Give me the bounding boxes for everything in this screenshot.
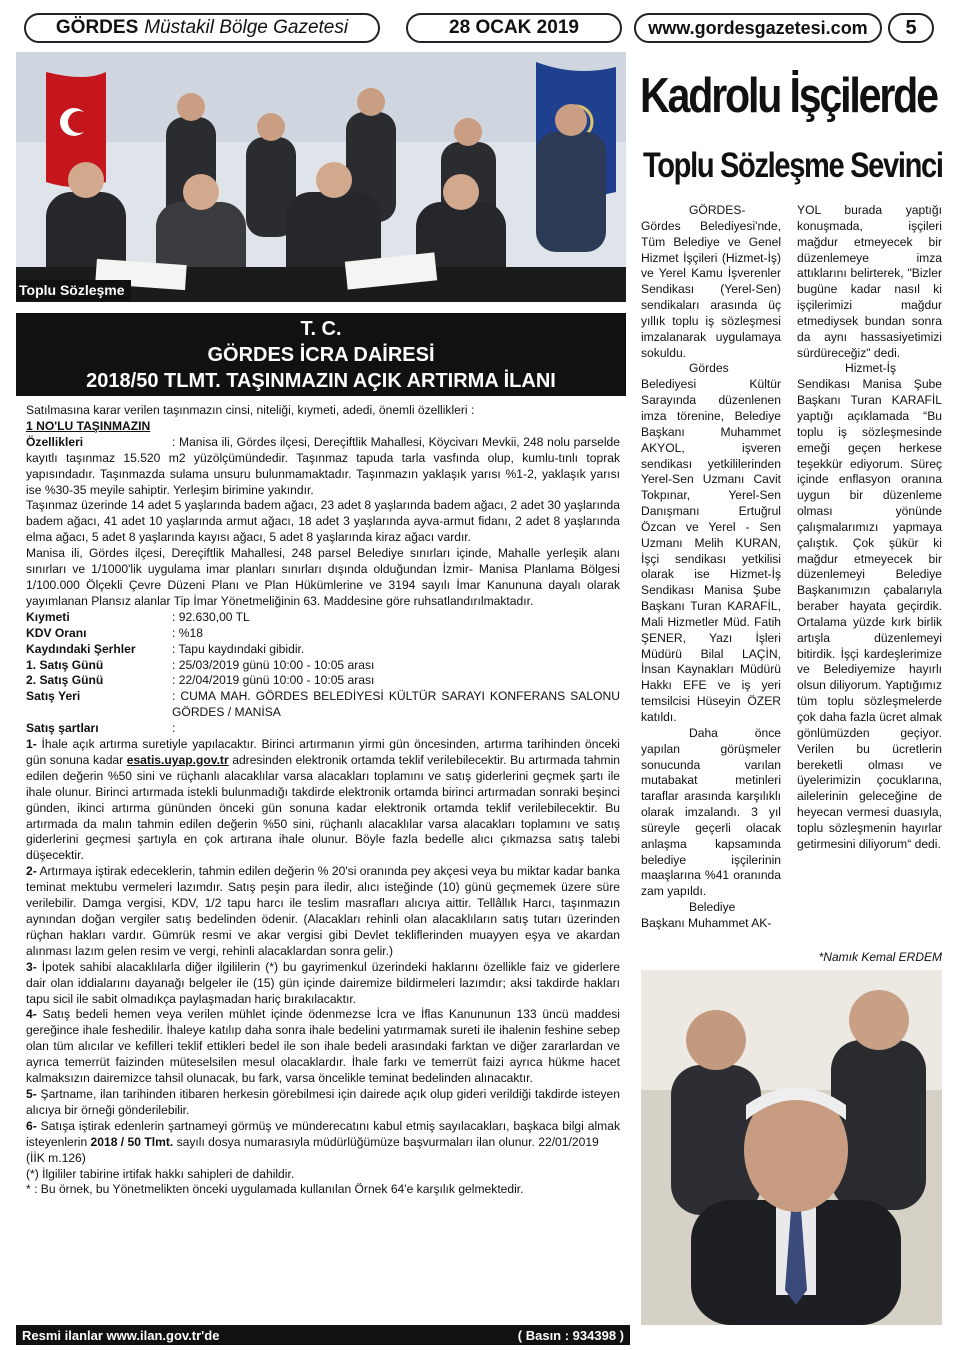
article-column-2 (797, 203, 942, 853)
esatis-link[interactable]: esatis.uyap.gov.tr (126, 752, 229, 767)
condition-3: 3- İpotek sahibi alacaklılarla diğer ilgililerin (*) bu gayrimenkul üzerindeki haklarını özellikle faiz ve giderlere dair olan iddialarını dayanağı belgeler ile (15) gün içinde dairemize bildirmeleri lazımdır; aksi takdirde hakları tapu sicil ile sabit olmadıkça paylaşmadan hariç bırakılacaktır. (26, 959, 620, 1006)
mayor-portrait-photo (641, 970, 942, 1325)
photo-caption: Toplu Sözleşme (16, 280, 131, 301)
notice-title-line-2: GÖRDES İCRA DAİRESİ (207, 344, 435, 366)
condition-5: 5- Şartname, ilan tarihinden itibaren herkesin görebilmesi için dairede açık olup gideri verildiği takdirde isteyen alıcıya bir örneği gönderilebilir. (26, 1086, 620, 1117)
article-paragraph: Daha önce yapılan görüşmeler sonucunda varılan mutabakat metinleri taraflar arasında karşılıklı olarak imzalandı. 3 yıl süreyle geçerli olacak anlaşma kapsamında belediye işçilerinin maaşlarına %41 oranında zam yapıldı. (641, 725, 781, 899)
newspaper-name: GÖRDES Müstakil Bölge Gazetesi (24, 13, 380, 43)
auction-notice-body (26, 403, 620, 1198)
condition-4: 4- Satış bedeli hemen veya verilen mühlet içinde ödenmezse İcra ve İflas Kanununun 133 üncü maddesi gereğince ihale feshedilir. İhaleye katılıp daha sonra ihale bedelini yatırmamak sureti ile ihalenin feshine sebep olan tüm alıcılar ve kefilleri teklif ettikleri bedel ile son ihale bedeli arasındaki farktan ve diğer zararlardan ve ayrıca temerrüt faizinden müteselsilen mesul olacaklardır. İhale farkı ve temerrüt faizi ayrıca hükme hacet kalmaksızın dairemizce tahsil olunacak, bu fark, varsa öncelikle teminat bedelinden alınacaktır. (26, 1007, 620, 1086)
law-reference: (İİK m.126) (26, 1150, 86, 1165)
page-number: 5 (888, 13, 934, 43)
notice-intro: Satılmasına karar verilen taşınmazın cinsi, niteliği, kıymeti, adedi, önemli özellikleri : (26, 403, 475, 417)
property-features: Özellikleri : Manisa ili, Gördes ilçesi, Dereçiftlik Mahallesi, Köycivarı Mevkii, 248 nolu parselde kayıtlı taşınmaz 15.520 m2 yüzölçümündedir. Taşınmaz tapuda tarla vasfında olup, kumlu-tınlı toprak yapısındadır. Taşınmazda sulama unsuru bulunmamaktadır. Taşınmazın yaklaşık yarısı %1-2, yaklaşık yarısı ise %30-35 meyile sahiptir. Yerleşim birimine yakındır. (26, 434, 620, 497)
notice-footer (16, 1325, 630, 1345)
article-subheadline: Toplu Sözleşme Sevinci (643, 146, 943, 185)
condition-1: 1- İhale açık artırma suretiyle yapılacaktır. Birinci artırmanın yirmi gün öncesinden, artırma tarihinden önceki gün sonuna kadar esatis.uyap.gov.tr adresinden elektronik ortamda teklif verilebilecektir. Bu artırmada tahmin edilen değerin %50 sini ve rüçhanlı alacaklılar varsa alacakları toplamını ve satış giderlerini geçmek şartı ile ihale olunur. Birinci artırmada istekli bulunmadığı takdirde elektronik ortamda birinci artırmadan sonraki beşinci günden, ikinci artırma gününden önceki gün sonuna kadar elektronik ortamda teklif verilebilecektir. Bu artırmada da malın tahmin edilen değerin %50 sini, rüçhanlı alacaklılar varsa alacakları toplamını ve satış giderlerini geçmesi şartıyla en çok artırana ihale olunur. Böyle fazla bedelle alıcı çıkmazsa satış talebi düşecektir. (26, 737, 620, 863)
article-paragraph: Gördes Belediyesi Kültür Sarayında düzenlenen imza törenine, Belediye Başkanı Muhammet AKYOL, işveren sendikası yetkililerinden Yerel-Sen Uzmanı Cavit Tokpınar, Yerel-Sen Danışmanı Ertuğrul Özcan ve Yerel - Sen Uzmanı Melih KURAN, İşçi sendikası yetkilisi olarak ise Hizmet-İş Sendikası Manisa Şube Başkanı Turan KARAFİL, Mali Hizmetler Müd. Fatih ŞENER, Yazı İşleri Müdürü Bilal LAÇİN, İnsan Kaynakları Müdürü Hakkı EFE ve iş yeri temsilcisi Hüseyin ÖZER katıldı. (641, 361, 781, 724)
official-notices-link[interactable]: Resmi ilanlar www.ilan.gov.tr'de (22, 1327, 220, 1343)
issue-date: 28 OCAK 2019 (406, 13, 622, 43)
notice-title-line-1: T. C. (300, 318, 342, 340)
auction-notice-title (16, 313, 626, 396)
detail-row-sale-place: Satış Yeri : CUMA MAH. GÖRDES BELEDİYESİ KÜLTÜR SARAYI KONFERANS SALONU GÖRDES / MANİSA (26, 689, 620, 720)
signing-ceremony-photo (16, 52, 626, 302)
condition-2: 2- Artırmaya iştirak edeceklerin, tahmin edilen değerin % 20'si oranında pey akçesi veya bu miktar kadar banka teminat mektubu vermeleri lazımdır. Satış peşin para iledir, alıcı isteğinde (10) günü geçmemek üzere süre verilebilir. Damga vergisi, KDV, 1/2 tapu harcı ile teslim masrafları alıcıya aittir. Tellâllık Harcı, taşınmazın aynından doğan vergiler satış bedelinden ödenir. (Alacakları rehinli olan alacaklıların satış tutarı üzerinden rüçhan hakları vardır. Gümrük resmi ve akar vergisi gibi Devlet tekliflerinden muayyen eşya ve akardan alınması lazım gelen resim ve vergi, rehinli alacaklardan sonra gelir.) (26, 864, 620, 958)
article-paragraph: Hizmet-İş Sendikası Manisa Şube Başkanı Turan KARAFİL yaptığı açıklamada “Bu toplu iş sözleşmesinde emeği geçen herkese teşekkür ediyorum. Süreç içinde enflasyon oranına uygun bir düzenleme olması yönünde çalışmalarımızı yapmaya çalıştık. Çok şükür ki mağdur etmeyecek bir düzenlemeyi Belediye Başkanımızın çabalarıyla beraber hayata geçirdik. Ortalama yüzde kırk birlik artışla düzenlemeyi bitirdik. İşçi kardeşlerimize ve Belediyemize hayırlı olsun diliyorum. Yaptığımız tüm toplu sözleşmelerde çok daha fazla ücret almak gönlümüzden geçiyor. Verilen bu ücretlerin bereketli olması ve üyelerimizin çocuklarına, ailelerinin geleceğine de heyecan vermesi duasıyla, toplu sözleşmenin hayırlar getirmesini diliyorum“ dedi. (797, 361, 942, 851)
footnote-1: (*) İlgililer tabirine irtifak hakkı sahipleri de dahildir. (26, 1166, 295, 1181)
detail-row-value: Kıymeti : 92.630,00 TL (26, 609, 250, 624)
author-byline: *Namık Kemal ERDEM (818, 950, 942, 964)
press-code: ( Basın : 934398 ) (517, 1327, 624, 1343)
sale-details (26, 610, 620, 737)
notice-title-line-3: 2018/50 TLMT. TAŞINMAZIN AÇIK ARTIRMA İLANI (86, 370, 556, 392)
zoning-paragraph: Manisa ili, Gördes ilçesi, Dereçiftlik Mahallesi, 248 parsel Belediye sınırları içinde, Mahalle yerleşik alanı sınırları ve 1/1000'lik uygulama imar planları sınırları dışında olduğundan İzmir- Manisa Planlama Bölgesi 1/100.000 Ölçekli Çevre Düzeni Planı ve Plan Hükümlerine ve 3194 sayılı İmar Kanununa dayalı olarak yayımlanan Plansız alanlar Tip İmar Yönetmeliğinin 63. Maddesine göre ruhsatlandırılmaktadır. (26, 546, 620, 608)
detail-row-second-sale: 2. Satış Günü : 22/04/2019 günü 10:00 - 10:05 arası (26, 673, 375, 688)
article-column-1 (641, 203, 781, 932)
website-link[interactable]: www.gordesgazetesi.com (634, 13, 882, 43)
trees-paragraph: Taşınmaz üzerinde 14 adet 5 yaşlarında badem ağacı, 23 adet 8 yaşlarında badem ağacı, 2 adet 30 yaşlarında badem ağacı, 41 adet 10 yaşlarında armut ağacı, 18 adet 3 yaşlarında ayva-armut fidanı, 2 adet 8 yaşlarında elma ağacı, 5 adet 8 yaşlarında kayısı ağacı, 5 adet 8 yaşlarında kiraz ağacı vardır. (26, 498, 620, 545)
footnote-2: * : Bu örnek, bu Yönetmelikten önceki uygulamada kullanılan Örnek 64'e karşılık gelmektedir. (26, 1182, 524, 1197)
detail-row-conditions: Satış şartları : (26, 721, 176, 736)
article-paragraph: Belediye Başkanı Muhammet AK- (641, 900, 772, 930)
detail-row-first-sale: 1. Satış Günü : 25/03/2019 günü 10:00 - 10:05 arası (26, 657, 375, 672)
detail-row-annotations: Kaydındaki Şerhler : Tapu kaydındaki gibidir. (26, 641, 305, 656)
article-paragraph: YOL burada yaptığı konuşmada, işçileri mağdur etmeyecek bir düzenlemeye imza attıklarını belirterek, "Bizler bugüne kadar nasıl ki işçilerimizi mağdur etmediysek bundan sonra da aynı hassasiyetimizi sürdüreceğiz" dedi. (797, 203, 942, 360)
condition-6: 6- Satışa iştirak edenlerin şartnameyi görmüş ve münderecatını kabul etmiş sayılacakları, başkaca bilgi almak isteyenlerin 2018 / 50 Tlmt. sayılı dosya numarasıyla müdürlüğümüze başvurmaları ilan olunur. 22/01/2019 (26, 1118, 620, 1149)
property-heading: 1 NO'LU TAŞINMAZIN (26, 418, 151, 433)
article-headline: Kadrolu İşçilerde (640, 69, 937, 123)
detail-row-vat: KDV Oranı : %18 (26, 625, 203, 640)
article-paragraph: GÖRDES- Gördes Belediyesi'nde, Tüm Belediye ve Genel Hizmet İşçileri (Hizmet-İş) ve Yerel Kamu İşverenler Sendikası (Yerel-Sen) sendikaları arasında üç yıllık toplu iş sözleşmesi imzalanarak uygulamaya sokuldu. (641, 203, 781, 360)
